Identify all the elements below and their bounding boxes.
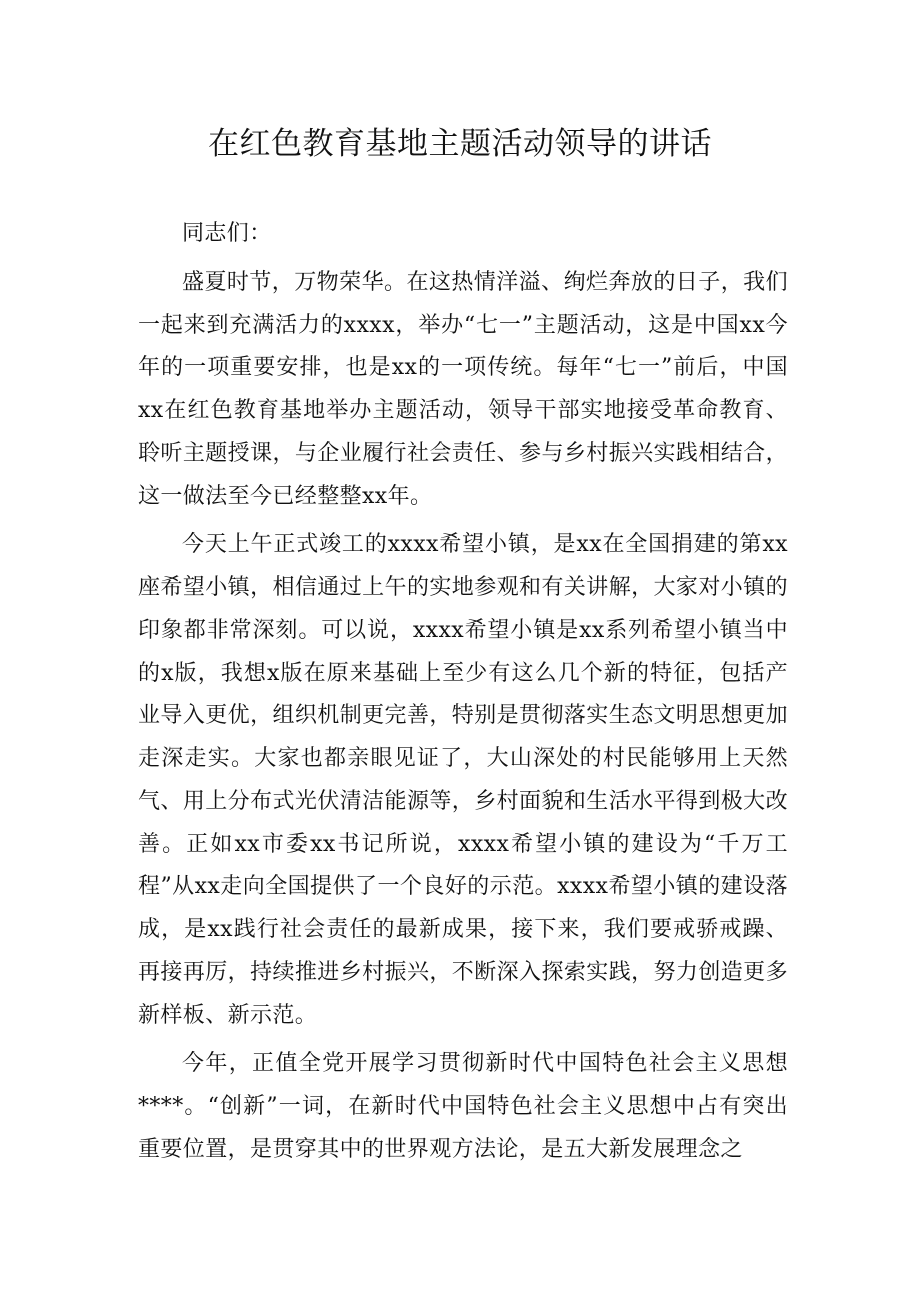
document-title: 在红色教育基地主题活动领导的讲话 [208, 126, 712, 162]
paragraph-3: 今年，正值全党开展学习贯彻新时代中国特色社会主义思想****。“创新”一词，在新时代中国特色社会主义思想中占有突出重要位置，是贯穿其中的世界观方法论，是五大新发展理念之 [138, 1051, 788, 1162]
greeting: 同志们： [182, 221, 272, 246]
paragraph-1: 盛夏时节，万物荣华。在这热情洋溢、绚烂奔放的日子，我们一起来到充满活力的xxxx，举办“七一”主题活动，这是中国xx今年的一项重要安排，也是xx的一项传统。每年“七一”前后，中国xx在红色教育基地举办主题活动，领导干部实地接受革命教育、聆听主题授课，与企业履行社会责任、参与乡村振兴实践相结合，这一做法至今已经整整xx年。 [138, 269, 788, 509]
paragraph-2: 今天上午正式竣工的xxxx希望小镇，是xx在全国捐建的第xx座希望小镇，相信通过上午的实地参观和有关讲解，大家对小镇的印象都非常深刻。可以说，xxxx希望小镇是xx系列希望小镇当中的x版，我想x版在原来基础上至少有这么几个新的特征，包括产业导入更优，组织机制更完善，特别是贯彻落实生态文明思想更加走深走实。大家也都亲眼见证了，大山深处的村民能够用上天然气、用上分布式光伏清洁能源等，乡村面貌和生活水平得到极大改善。正如xx市委xx书记所说，xxxx希望小镇的建设为“千万工程”从xx走向全国提供了一个良好的示范。xxxx希望小镇的建设落成，是xx践行社会责任的最新成果，接下来，我们要戒骄戒躁、再接再厉，持续推进乡村振兴，不断深入探索实践，努力创造更多新样板、新示范。 [138, 532, 788, 1028]
document-body [138, 213, 788, 1178]
